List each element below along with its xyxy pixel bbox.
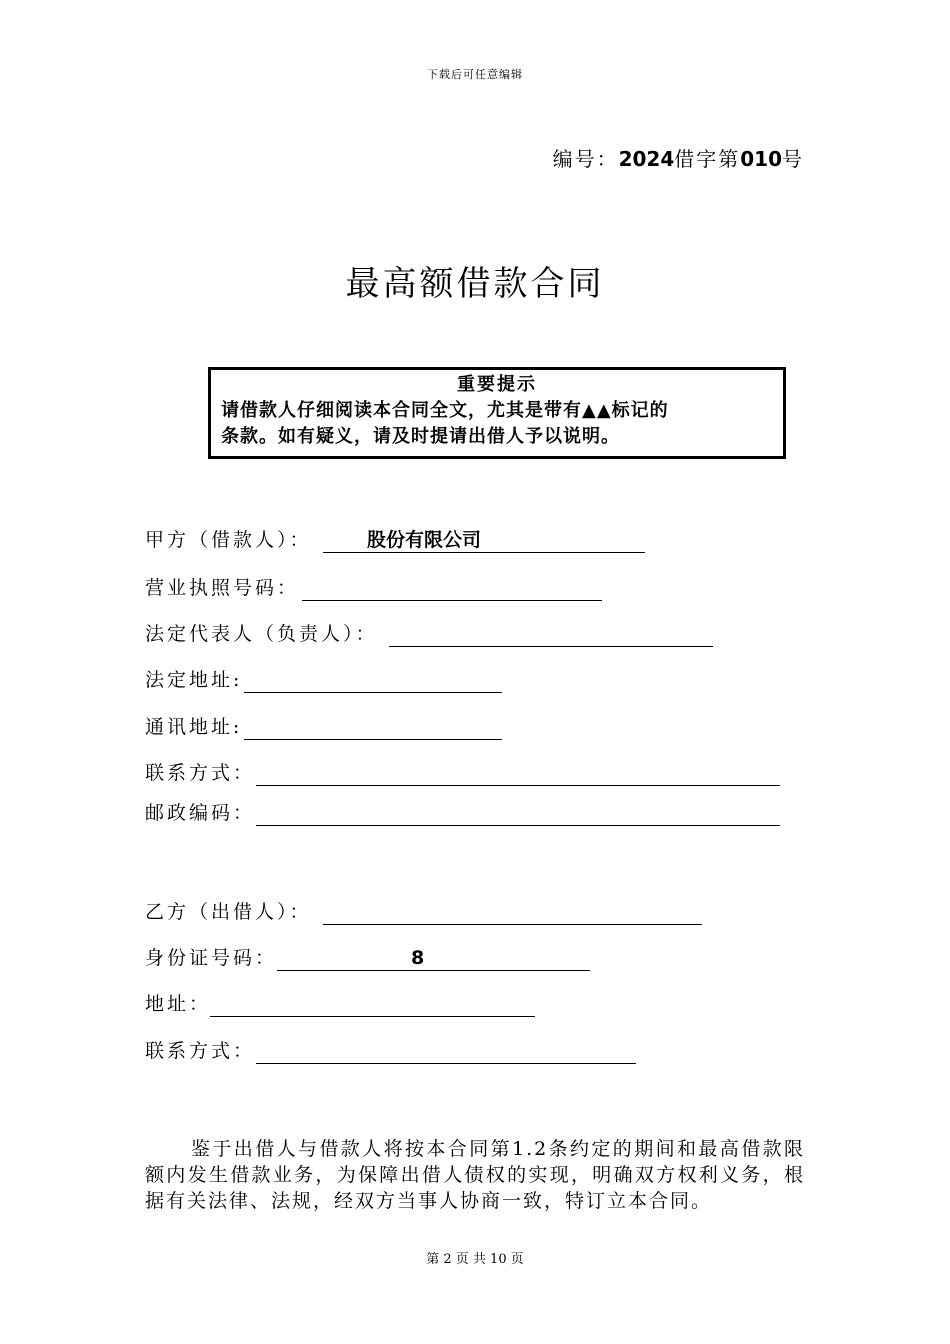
party-a-name-row: [145, 526, 312, 554]
party-a-contact-label: 联系方式：: [145, 762, 256, 784]
party-a-address-label: 法定地址:: [145, 669, 243, 691]
party-b-contact-field[interactable]: [256, 1037, 636, 1064]
header-note: 下载后可任意编辑: [427, 68, 523, 81]
party-a-mail-label: 通讯地址:: [145, 716, 243, 738]
party-b-name-field[interactable]: [323, 898, 702, 925]
party-a-license-field[interactable]: [302, 574, 602, 601]
party-b-address-row: [145, 990, 211, 1018]
notice-line-1: 请借款人仔细阅读本合同全文，尤其是带有▲▲标记的: [221, 400, 669, 421]
party-a-name-value: 股份有限公司: [367, 529, 482, 551]
doc-number-num: 010: [740, 147, 782, 171]
party-a-name-field[interactable]: [323, 526, 645, 553]
doc-number-prefix: 编号：: [552, 147, 619, 171]
doc-number-middle: 借字第: [674, 147, 741, 171]
party-b-address-field[interactable]: [210, 990, 535, 1017]
party-a-postal-field[interactable]: [256, 799, 780, 826]
party-a-license-label: 营业执照号码：: [145, 577, 300, 599]
notice-title: 重要提示: [457, 374, 537, 395]
party-a-postal-label: 邮政编码：: [145, 802, 256, 824]
party-a-mail-row: [145, 713, 242, 741]
party-b-id-row: [145, 944, 277, 972]
document-title: 最高额借款合同: [345, 264, 605, 304]
party-a-name-label: 甲方（借款人）：: [145, 529, 312, 551]
party-b-id-value: 8: [411, 947, 425, 969]
party-a-contact-field[interactable]: [256, 759, 780, 786]
party-a-address-row: [145, 666, 242, 694]
party-a-rep-field[interactable]: [389, 620, 713, 647]
important-notice-box: [208, 367, 786, 459]
preamble-paragraph: 鉴于出借人与借款人将按本合同第1.2条约定的期间和最高借款限额内发生借款业务，为保障出借人债权的实现，明确双方权利义务，根据有关法律、法规，经双方当事人协商一致，特订立本合同。: [145, 1138, 805, 1212]
party-b-name-row: [145, 898, 312, 926]
party-a-address-field[interactable]: [244, 666, 502, 693]
party-a-mail-field[interactable]: [244, 713, 502, 740]
document-number: [553, 143, 804, 172]
party-b-id-field[interactable]: [277, 944, 590, 971]
party-a-contact-row: [145, 759, 255, 787]
party-b-contact-row: [145, 1037, 255, 1065]
party-a-rep-row: [145, 620, 378, 648]
doc-number-year: 2024: [618, 147, 675, 171]
party-b-id-label: 身份证号码：: [145, 947, 278, 969]
party-a-postal-row: [145, 799, 255, 827]
party-b-contact-label: 联系方式：: [145, 1040, 256, 1062]
notice-line-2: 条款。如有疑义，请及时提请出借人予以说明。: [221, 426, 620, 447]
page-footer: 第 2 页 共 10 页: [426, 1252, 524, 1267]
party-a-rep-label: 法定代表人（负责人）：: [145, 623, 378, 645]
party-b-name-label: 乙方（出借人）：: [145, 901, 312, 923]
doc-number-suffix: 号: [782, 147, 804, 171]
party-a-license-row: [145, 574, 299, 602]
party-b-address-label: 地址：: [145, 993, 212, 1015]
